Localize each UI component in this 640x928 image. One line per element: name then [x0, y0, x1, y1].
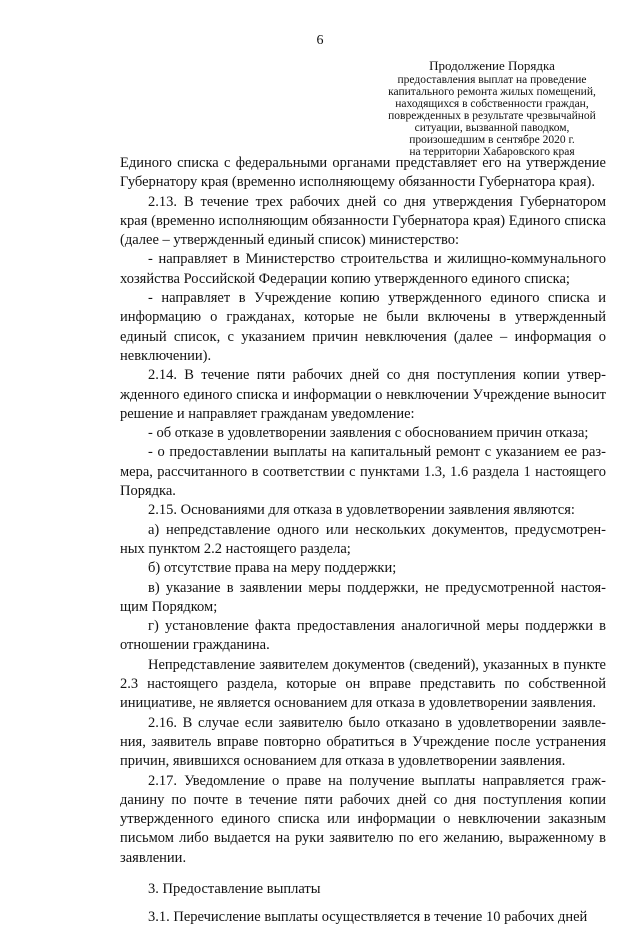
- paragraph: 2.14. В течение пяти рабочих дней со дня поступления копии утвержденного единого списка и информации о невключении Учреждение выносит решение и направляет гражданам уведомление:: [120, 367, 606, 422]
- paragraph: б) отсутствие права на меру поддержки;: [148, 560, 397, 577]
- paragraph: - о предоставлении выплаты на капитальный ремонт с указанием ее размера, рассчитанного в соответствии с пунктами 1.3, 1.6 раздела 1 настоящего Порядка.: [120, 444, 606, 500]
- header-stamp-line: предоставления выплат на проведение: [397, 74, 587, 86]
- document-body: [120, 154, 606, 928]
- header-stamp: [366, 58, 618, 158]
- paragraph: - направляет в Министерство строительства и жилищно-коммунального хозяйства Российской Федерации копию утвержденного единого списка;: [120, 251, 606, 287]
- paragraph: 2.15. Основаниями для отказа в удовлетворении заявления являются:: [148, 502, 575, 519]
- paragraph: Непредставление заявителем документов (сведений), указанных в пункте 2.3 настоящего раздела, которые он вправе представить по собственной инициативе, не является основанием для отказа в удовлетворении заявления.: [120, 656, 606, 712]
- header-stamp-line: на территории Хабаровского края: [409, 146, 575, 158]
- header-stamp-line: ситуации, вызванной паводком,: [414, 122, 570, 134]
- page-number: 6: [316, 33, 324, 48]
- paragraph: в) указание в заявлении меры поддержки, не предусмотренной настоящим Порядком;: [120, 579, 606, 615]
- paragraph: - об отказе в удовлетворении заявления с обоснованием причин отказа;: [148, 425, 589, 442]
- paragraph: а) непредставление одного или нескольких документов, предусмотренных пунктом 2.2 настоящего раздела;: [120, 521, 606, 557]
- paragraph: Единого списка с федеральными органами представляет его на утверждение Губернатору края (временно исполняющему обязанности Губернатора края).: [120, 155, 606, 191]
- header-stamp-line: поврежденных в результате чрезвычайной: [388, 110, 596, 122]
- paragraph: 2.17. Уведомление о праве на получение выплаты направляется гражданину по почте в течение пяти рабочих дней со дня поступления копии утвержденного единого списка или информации о невключении заказным письмом либо выдается на руки заявителю по его желанию, выраженному в заявлении.: [120, 772, 606, 866]
- header-stamp-line: находящихся в собственности граждан,: [395, 98, 589, 110]
- paragraph: 2.13. В течение трех рабочих дней со дня утверждения Губернатором края (временно исполняющим обязанности Губернатора края) Единого списка (далее – утвержденный единый список) министерство:: [120, 193, 606, 249]
- paragraph: - направляет в Учреждение копию утвержденного единого списка и информацию о гражданах, которые не были включены в утвержденный единый список, с указанием причин невключения (далее – информация о невключении).: [120, 290, 606, 364]
- header-stamp-line: произошедшим в сентябре 2020 г.: [409, 134, 575, 146]
- paragraph: 2.16. В случае если заявителю было отказано в удовлетворении заявления, заявитель вправе повторно обратиться в Учреждение после устранения причин, явившихся основанием для отказа в удовлетворении заявления.: [120, 714, 606, 770]
- paragraph: г) установление факта предоставления аналогичной меры поддержки в отношении гражданина.: [120, 618, 606, 654]
- section-heading: 3. Предоставление выплаты: [148, 880, 321, 897]
- header-stamp-line: капитального ремонта жилых помещений,: [388, 86, 596, 98]
- paragraph: 3.1. Перечисление выплаты осуществляется в течение 10 рабочих дней: [148, 909, 588, 926]
- header-stamp-line: Продолжение Порядка: [429, 58, 555, 73]
